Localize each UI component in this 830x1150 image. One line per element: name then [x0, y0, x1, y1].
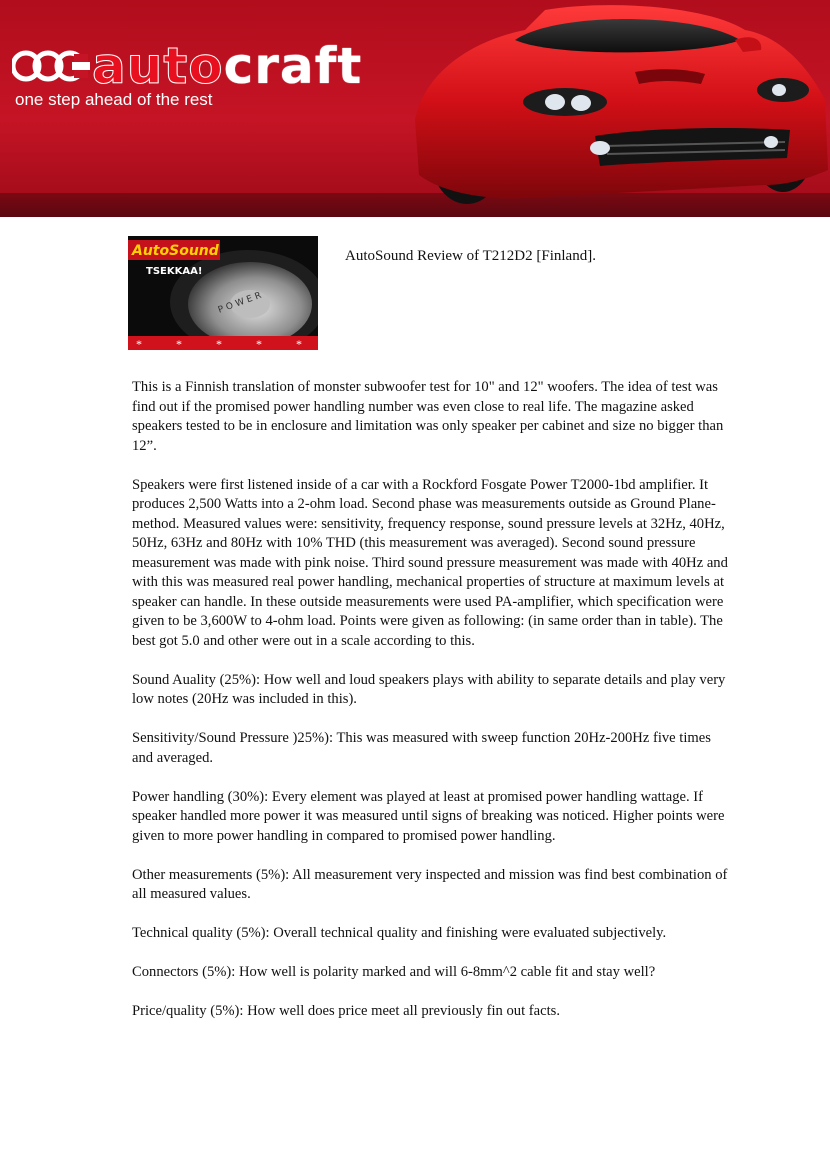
article-body	[132, 378, 732, 1041]
paragraph-method: Speakers were first listened inside of a car with a Rockford Fosgate Power T2000-1bd amplifier. It produces 2,500 Watts into a 2-ohm load. Second phase was measurements outside as Ground Plane-method. Measured values were: sensitivity, frequency response, sound pressure levels at 32Hz, 40Hz, 50Hz, 63Hz and 80Hz with 10% THD (this measurement was averaged). Second sound pressure measurement was made with pink noise. Third sound pressure measurement was made with 40Hz and with this was measured real power handling, mechanical properties of structure at maximum levels at speaker can handle. In these outside measurements were used PA-amplifier, which specification were given to be 3,600W to 4-ohm load. Points were given as following: (in same order than in table). The best got 5.0 and other were out in a scale according to this.	[132, 476, 728, 649]
badge-brand-text: AutoSound	[132, 243, 219, 259]
svg-text:*: *	[296, 337, 302, 350]
logo-wordmark	[92, 37, 363, 95]
paragraph-technical-quality: Technical quality (5%): Overall technical quality and finishing were evaluated subjectively.	[132, 925, 667, 941]
paragraph-power-handling: Power handling (30%): Every element was played at least at promised power handling wattage. If speaker handled more power it was measured until signs of breaking was noticed. Higher points were given to more power handling in compared to promised power handling.	[132, 788, 725, 844]
paragraph-intro: This is a Finnish translation of monster subwoofer test for 10" and 12" woofers. The idea of test was find out if the promised power handling number was even close to real life. The magazine asked speakers tested to be in enclosure and limitation was only speaker per cabinet and size no bigger than 12”.	[132, 379, 724, 454]
paragraph-other-measurements: Other measurements (5%): All measurement very inspected and mission was find best combination of all measured values.	[132, 866, 728, 902]
svg-text:POWER: POWER	[216, 289, 266, 316]
logo-word-craft: craft	[223, 37, 363, 95]
svg-text:*: *	[256, 337, 262, 350]
red-sports-car-image	[405, 0, 830, 217]
paragraph-sound-quality: Sound Auality (25%): How well and loud speakers plays with ability to separate details and play very low notes (20Hz was included in this).	[132, 671, 726, 707]
svg-text:*: *	[176, 337, 182, 350]
paragraph-sensitivity: Sensitivity/Sound Pressure )25%): This was measured with sweep function 20Hz-200Hz five times and averaged.	[132, 730, 711, 766]
paragraph-price-quality: Price/quality (5%): How well does price meet all previously fin out facts.	[132, 1003, 560, 1019]
autocraft-logo[interactable]	[12, 37, 363, 95]
review-title: AutoSound Review of T212D2 [Finland].	[345, 248, 596, 264]
logo-mark-icon	[12, 46, 90, 86]
badge-caption-text: TSEKKAA!	[146, 266, 203, 277]
svg-text:*: *	[136, 337, 142, 350]
paragraph-connectors: Connectors (5%): How well is polarity marked and will 6-8mm^2 cable fit and stay well?	[132, 964, 656, 980]
header-banner	[0, 0, 830, 217]
logo-word-auto: auto	[92, 37, 224, 95]
tagline: one step ahead of the rest	[15, 90, 213, 109]
svg-text:*: *	[216, 337, 222, 350]
autosound-badge-image	[128, 236, 318, 350]
